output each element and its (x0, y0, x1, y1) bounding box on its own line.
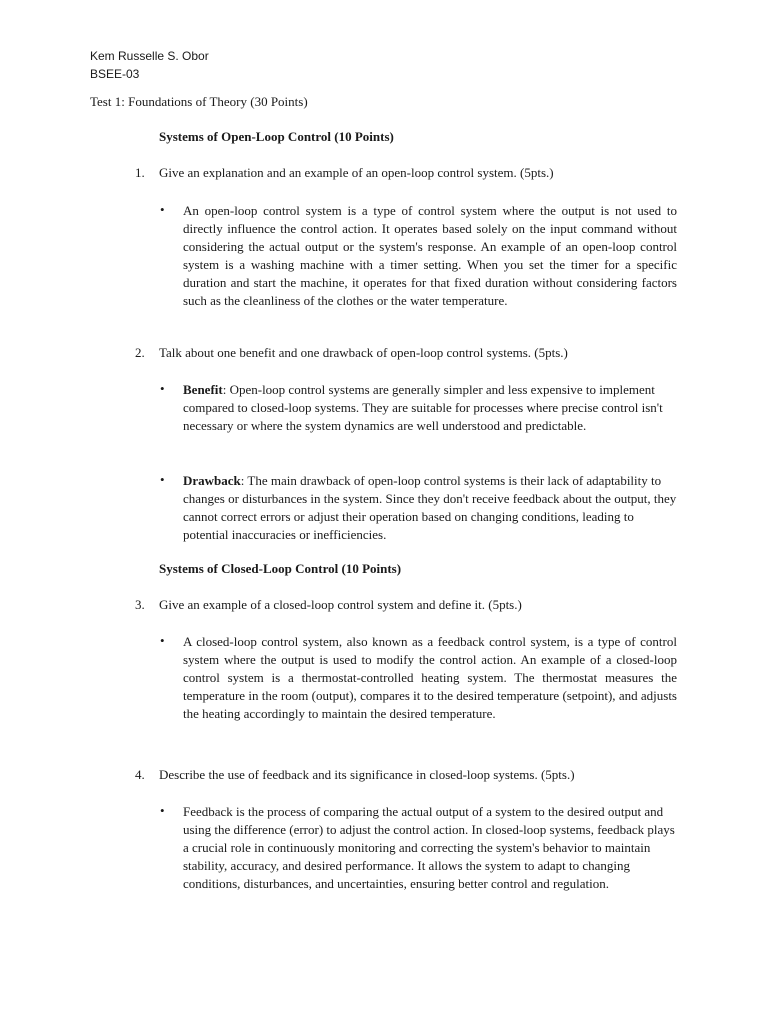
q3-bullet: • (160, 633, 165, 648)
q3-answer: A closed-loop control system, also known as a feedback control system, is a type of control system where the output is used to modify the control action. An example of a closed-loop control system is a thermostat-controlled heating system. The thermostat measures the temperature in the room (output), compares it to the desired temperature (setpoint), and adjusts the heating accordingly to maintain the desired temperature. (183, 634, 677, 722)
drawback-bullet: • (160, 472, 165, 487)
section-code: BSEE-03 (90, 67, 140, 81)
q4-answer: Feedback is the process of comparing the actual output of a system to the desired output and using the difference (error) to adjust the control action. In closed-loop systems, feedback plays a crucial role in continuously monitoring and correcting the system's behavior to maintain stability, accuracy, and desired performance. It allows the system to adapt to changing conditions, disturbances, and uncertainties, ensuring better control and regulation. (183, 804, 675, 892)
q3-question: Give an example of a closed-loop control system and define it. (5pts.) (159, 597, 522, 612)
benefit-answer (183, 381, 677, 435)
benefit-label: Benefit (183, 382, 223, 397)
q2-question: Talk about one benefit and one drawback of open-loop control systems. (5pts.) (159, 345, 568, 360)
open-loop-heading: Systems of Open-Loop Control (10 Points) (159, 129, 394, 144)
test-title: Test 1: Foundations of Theory (30 Points) (90, 94, 308, 109)
drawback-text: : The main drawback of open-loop control systems is their lack of adaptability to changes or disturbances in the system. Since they don't receive feedback about the output, they cannot correct errors or adjust their operation based on changing conditions, leading to potential inaccuracies or inefficiencies. (183, 473, 677, 543)
q1-bullet: • (160, 202, 165, 217)
q4-bullet: • (160, 803, 165, 818)
q2-number: 2. (135, 345, 145, 360)
drawback-label: Drawback (183, 473, 241, 488)
q1-number: 1. (135, 165, 145, 180)
benefit-text: : Open-loop control systems are generally simpler and less expensive to implement compared to closed-loop systems. They are suitable for processes where precise control isn't necessary or where the system dynamics are well understood and predictable. (183, 382, 663, 434)
q3-number: 3. (135, 597, 145, 612)
drawback-answer (183, 472, 677, 544)
author-name: Kem Russelle S. Obor (90, 49, 209, 63)
benefit-bullet: • (160, 381, 165, 396)
closed-loop-heading: Systems of Closed-Loop Control (10 Points) (159, 561, 402, 576)
q1-answer: An open-loop control system is a type of control system where the output is not used to directly influence the control action. It operates based solely on the input command without considering the actual output or the system's response. An example of an open-loop control system is a washing machine with a timer setting. When you set the timer for a specific duration and start the machine, it operates for that fixed duration without considering factors such as the cleanliness of the clothes or the water temperature. (183, 203, 677, 309)
q4-question: Describe the use of feedback and its significance in closed-loop systems. (5pts.) (159, 767, 575, 782)
q4-number: 4. (135, 767, 145, 782)
q1-question: Give an explanation and an example of an open-loop control system. (5pts.) (159, 165, 554, 180)
